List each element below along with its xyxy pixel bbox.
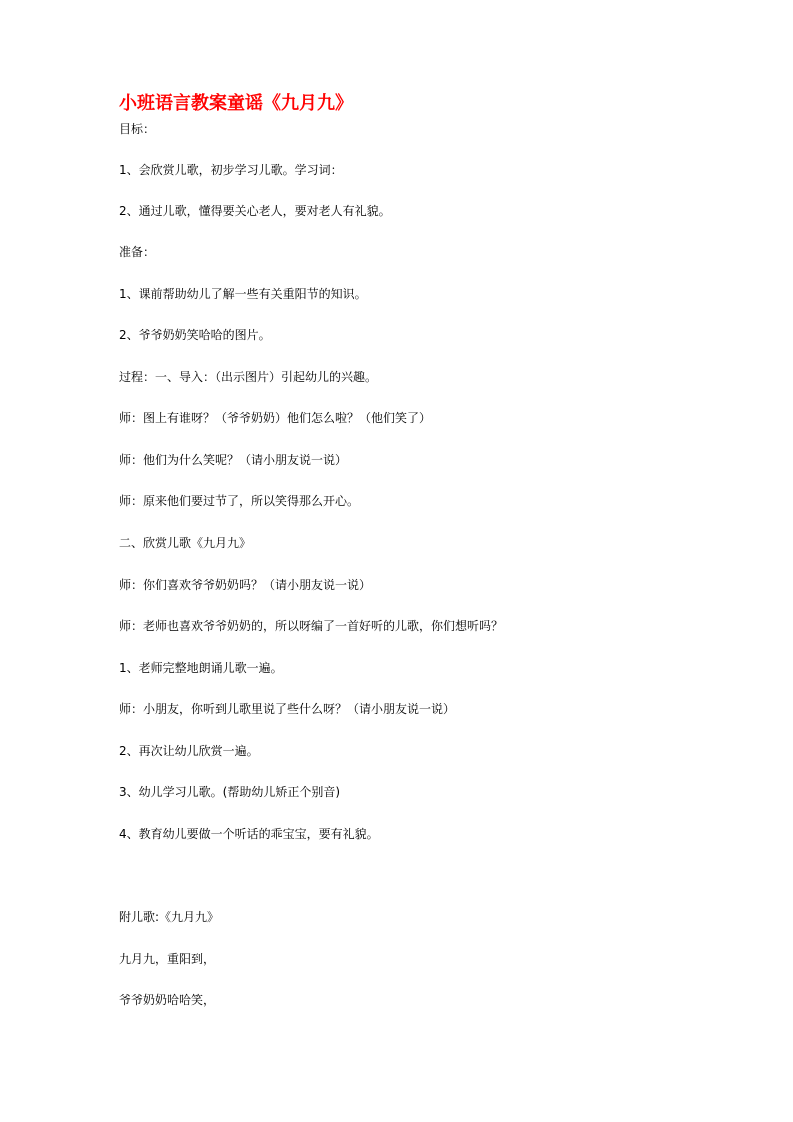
section-heading-preparation: 准备： xyxy=(119,245,156,259)
paragraph-step-1: 1、老师完整地朗诵儿歌一遍。 xyxy=(119,661,283,675)
rhyme-line-2: 爷爷奶奶哈哈笑， xyxy=(119,993,216,1007)
paragraph-dialogue-2: 师：他们为什么笑呢？（请小朋友说一说） xyxy=(119,453,348,467)
paragraph-prep-1: 1、课前帮助幼儿了解一些有关重阳节的知识。 xyxy=(119,287,367,301)
paragraph-dialogue-4: 师：你们喜欢爷爷奶奶吗？（请小朋友说一说） xyxy=(119,578,372,592)
section-heading-rhyme: 附儿歌:《九月九》 xyxy=(119,910,220,924)
section-heading-appreciation: 二、欣赏儿歌《九月九》 xyxy=(119,536,252,550)
paragraph-goal-2: 2、通过儿歌，懂得要关心老人，要对老人有礼貌。 xyxy=(119,204,391,218)
paragraph-process-intro: 过程：一、导入：（出示图片）引起幼儿的兴趣。 xyxy=(119,370,378,384)
paragraph-step-2: 2、再次让幼儿欣赏一遍。 xyxy=(119,744,259,758)
paragraph-dialogue-6: 师：小朋友，你听到儿歌里说了些什么呀？（请小朋友说一说） xyxy=(119,702,456,716)
section-heading-goals: 目标： xyxy=(119,122,156,136)
paragraph-dialogue-5: 师：老师也喜欢爷爷奶奶的，所以呀编了一首好听的儿歌，你们想听吗？ xyxy=(119,619,504,633)
rhyme-line-1: 九月九，重阳到， xyxy=(119,952,216,966)
paragraph-step-4: 4、教育幼儿要做一个听话的乖宝宝，要有礼貌。 xyxy=(119,827,379,841)
paragraph-step-3: 3、幼儿学习儿歌。(帮助幼儿矫正个别音) xyxy=(119,785,340,799)
paragraph-prep-2: 2、爷爷奶奶笑哈哈的图片。 xyxy=(119,328,271,342)
document-title: 小班语言教案童谣《九月九》 xyxy=(119,93,353,114)
paragraph-goal-1: 1、会欣赏儿歌，初步学习儿歌。学习词： xyxy=(119,163,343,177)
paragraph-dialogue-1: 师：图上有谁呀？（爷爷奶奶）他们怎么啦？（他们笑了） xyxy=(119,411,432,425)
paragraph-dialogue-3: 师：原来他们要过节了，所以笑得那么开心。 xyxy=(119,494,360,508)
